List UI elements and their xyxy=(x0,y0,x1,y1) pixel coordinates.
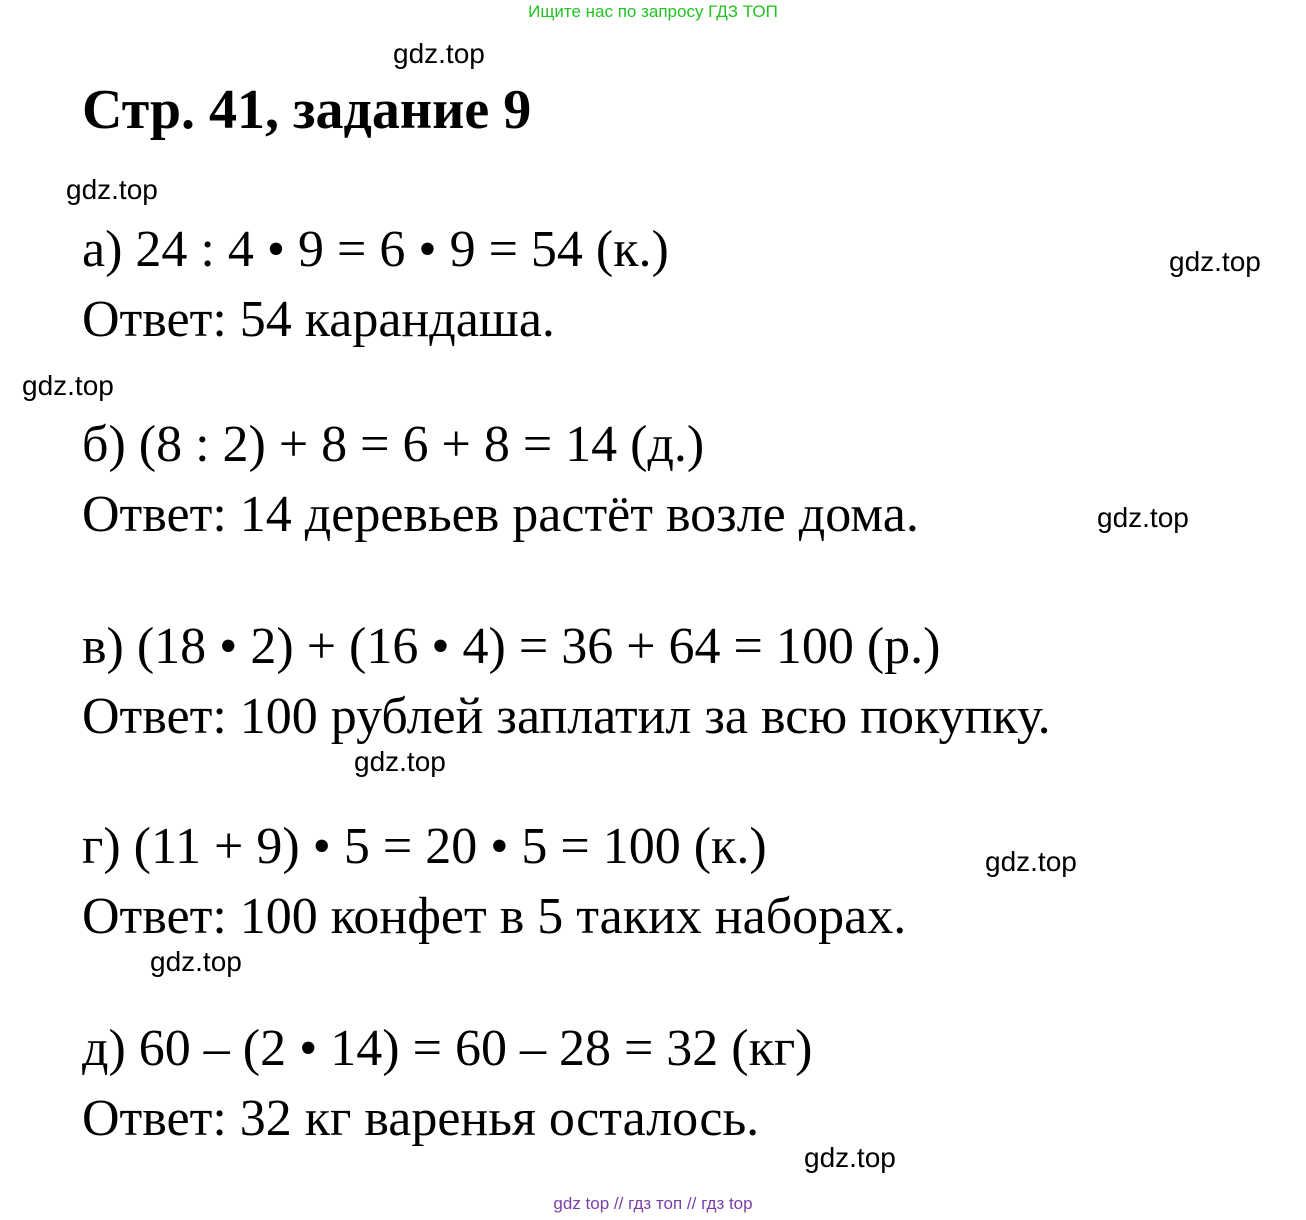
watermark: gdz.top xyxy=(804,1142,896,1173)
task-b-answer: Ответ: 14 деревьев растёт возле дома. xyxy=(82,486,919,543)
task-e xyxy=(82,1014,813,1154)
watermark: gdz.top xyxy=(985,846,1077,877)
watermark: gdz.top xyxy=(22,370,114,401)
page-title: Стр. 41, задание 9 xyxy=(82,79,532,141)
task-a-answer: Ответ: 54 карандаша. xyxy=(82,291,555,348)
task-e-answer: Ответ: 32 кг варенья осталось. xyxy=(82,1090,760,1147)
task-c-expression: в) (18 • 2) + (16 • 4) = 36 + 64 = 100 (р.) xyxy=(82,618,941,675)
task-b-expression: б) (8 : 2) + 8 = 6 + 8 = 14 (д.) xyxy=(82,416,705,473)
watermark: gdz.top xyxy=(393,38,485,69)
footer-promo-text: gdz top // гдз топ // гдз top xyxy=(553,1194,753,1213)
task-a-expression: а) 24 : 4 • 9 = 6 • 9 = 54 (к.) xyxy=(82,221,669,278)
header-promo-text: Ищите нас по запросу ГДЗ ТОП xyxy=(528,2,778,21)
task-d-expression: г) (11 + 9) • 5 = 20 • 5 = 100 (к.) xyxy=(82,818,767,875)
watermark: gdz.top xyxy=(66,174,158,205)
task-d xyxy=(82,812,906,952)
watermark: gdz.top xyxy=(1169,246,1261,277)
task-d-answer: Ответ: 100 конфет в 5 таких наборах. xyxy=(82,888,907,945)
watermark: gdz.top xyxy=(1097,502,1189,533)
watermark: gdz.top xyxy=(354,746,446,777)
watermark: gdz.top xyxy=(150,946,242,977)
task-c xyxy=(82,612,1051,752)
task-e-expression: д) 60 – (2 • 14) = 60 – 28 = 32 (кг) xyxy=(82,1020,813,1077)
task-c-answer: Ответ: 100 рублей заплатил за всю покупку. xyxy=(82,688,1051,745)
task-a xyxy=(82,215,669,355)
task-b xyxy=(82,410,919,550)
